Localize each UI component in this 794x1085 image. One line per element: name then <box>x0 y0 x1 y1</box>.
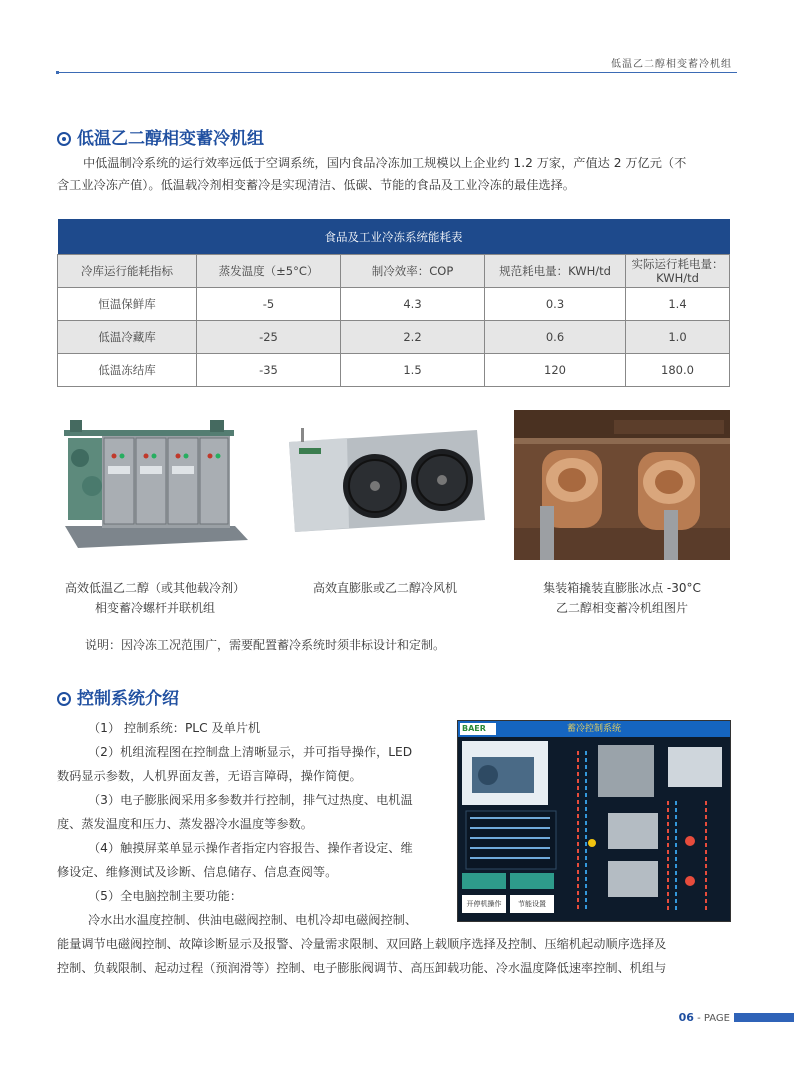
hmi-start-stop-button[interactable]: 开停机操作 <box>462 895 506 913</box>
table-cell: 4.3 <box>341 288 485 321</box>
table-cell: 1.5 <box>341 354 485 387</box>
header-rule <box>57 72 737 73</box>
circle-bullet-icon <box>57 692 71 706</box>
table-cell: 1.4 <box>626 288 730 321</box>
table-cell: -35 <box>197 354 341 387</box>
control-item-4-cont: 修设定、维修测试及诊断、信息储存、信息查阅等。 <box>57 865 338 879</box>
circle-bullet-icon <box>57 132 71 146</box>
hmi-energy-settings-button[interactable]: 节能设置 <box>510 895 554 913</box>
intro-paragraph <box>57 152 732 196</box>
table-cell: 恒温保鲜库 <box>58 288 197 321</box>
table-header-cell: 实际运行耗电量：KWH/td <box>626 255 730 288</box>
page-number: 06 - PAGE <box>678 1011 730 1024</box>
table-row <box>58 321 730 354</box>
control-item-3: （3）电子膨胀阀采用多参数并行控制，排气过热度、电机温 <box>88 793 413 807</box>
table-cell: 1.0 <box>626 321 730 354</box>
photo1-caption: 高效低温乙二醇（或其他载冷剂） 相变蓄冷螺杆并联机组 <box>64 581 245 615</box>
table-header-cell: 规范耗电量：KWH/td <box>485 255 626 288</box>
section-title-control-system <box>57 684 179 709</box>
table-row <box>58 288 730 321</box>
table-header-cell: 蒸发温度（±5°C） <box>197 255 341 288</box>
control-item-3-cont: 度、蒸发温度和压力、蒸发器冷水温度等参数。 <box>57 817 313 831</box>
table-header-row <box>58 255 730 288</box>
control-item-2: （2）机组流程图在控制盘上清晰显示，并可指导操作，LED <box>88 745 413 759</box>
control-functions-3: 控制、负载限制、起动过程（预润滑等）控制、电子膨胀阀调节、高压卸载功能、冷水温度降低速率控制、机组与 <box>57 961 667 975</box>
hmi-screenshot <box>457 720 731 922</box>
photo3-caption: 集装箱撬装直膨胀冰点 -30°C 乙二醇相变蓄冷机组图片 <box>543 581 701 615</box>
intro-line-2: 含工业冷冻产值）。低温载冷剂相变蓄冷是实现清洁、低碳、节能的食品及工业冷冻的最佳选择。 <box>57 178 575 192</box>
control-functions-2: 能量调节电磁阀控制、故障诊断显示及报警、冷量需求限制、双回路上载顺序选择及控制、压缩机起动顺序选择及 <box>57 937 667 951</box>
table-cell: 0.6 <box>485 321 626 354</box>
table-cell: 低温冷藏库 <box>58 321 197 354</box>
running-header: 低温乙二醇相变蓄冷机组 <box>611 59 732 70</box>
control-item-2-cont: 数码显示参数，人机界面友善，无语言障碍，操作简便。 <box>57 769 362 783</box>
container-unit-pipes-photo <box>514 410 730 560</box>
table-cell: 0.3 <box>485 288 626 321</box>
photo2-caption: 高效直膨胀或乙二醇冷风机 <box>312 581 457 595</box>
table-cell: -5 <box>197 288 341 321</box>
table-cell: 低温冻结库 <box>58 354 197 387</box>
control-item-4: （4）触摸屏菜单显示操作者指定内容报告、操作者设定、维 <box>88 841 413 855</box>
control-functions-1: 冷水出水温度控制、供油电磁阀控制、电机冷却电磁阀控制、 <box>88 913 418 927</box>
hmi-title: 蓄冷控制系统 <box>566 724 621 734</box>
table-cell: 2.2 <box>341 321 485 354</box>
table-cell: 120 <box>485 354 626 387</box>
screw-compressor-unit-photo <box>60 408 250 560</box>
section-title-text: 低温乙二醇相变蓄冷机组 <box>77 129 264 149</box>
table-header-cell: 冷库运行能耗指标 <box>58 255 197 288</box>
air-cooler-photo <box>287 420 487 550</box>
energy-consumption-table <box>57 219 730 387</box>
section-title-cold-storage <box>57 124 264 149</box>
table-row <box>58 354 730 387</box>
design-note: 说明：因冷冻工况范围广，需要配置蓄冷系统时须非标设计和定制。 <box>85 638 446 652</box>
footer-accent-bar <box>734 1013 794 1022</box>
hmi-graphic <box>458 721 730 921</box>
table-cell: -25 <box>197 321 341 354</box>
control-item-5: （5）全电脑控制主要功能： <box>88 889 243 903</box>
section-title-text: 控制系统介绍 <box>77 689 179 709</box>
intro-line-1: 中低温制冷系统的运行效率远低于空调系统，国内食品冷冻加工规模以上企业约 1.2 万家，产值达 2 万亿元（不 <box>83 156 687 170</box>
table-cell: 180.0 <box>626 354 730 387</box>
hmi-logo: BAER <box>462 724 486 733</box>
table-caption: 食品及工业冷冻系统能耗表 <box>58 219 730 255</box>
control-item-1: （1） 控制系统：PLC 及单片机 <box>88 721 261 735</box>
table-header-cell: 制冷效率：COP <box>341 255 485 288</box>
